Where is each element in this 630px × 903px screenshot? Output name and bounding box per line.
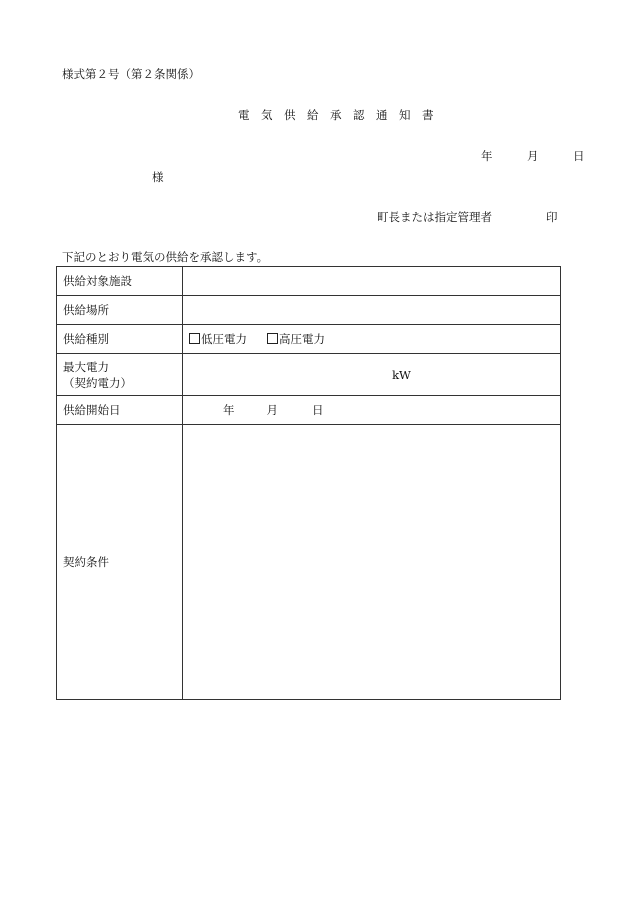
seal-mark: 印 bbox=[546, 210, 558, 224]
facility-label: 供給対象施設 bbox=[57, 267, 183, 296]
unit-label: kW bbox=[392, 367, 411, 382]
form-number: 様式第２号（第２条関係） bbox=[62, 67, 200, 81]
table-row bbox=[57, 325, 561, 354]
table-row bbox=[57, 296, 561, 325]
checkbox-icon[interactable] bbox=[189, 333, 200, 344]
date-month-label: 月 bbox=[527, 149, 539, 163]
title-char: 知 bbox=[399, 108, 411, 122]
title-char: 承 bbox=[330, 108, 342, 122]
max-power-field[interactable] bbox=[183, 354, 561, 396]
start-year-label: 年 bbox=[223, 403, 235, 417]
start-month-label: 月 bbox=[266, 403, 278, 417]
facility-field[interactable] bbox=[183, 267, 561, 296]
table-row bbox=[57, 396, 561, 425]
date-year-label: 年 bbox=[481, 149, 493, 163]
max-power-label bbox=[57, 354, 183, 396]
conditions-field[interactable] bbox=[183, 425, 561, 700]
low-voltage-option[interactable] bbox=[189, 331, 247, 347]
title-char: 供 bbox=[284, 108, 296, 122]
approval-table bbox=[56, 266, 561, 700]
title-char: 給 bbox=[307, 108, 319, 122]
supply-type-field bbox=[183, 325, 561, 354]
table-row bbox=[57, 354, 561, 396]
checkbox-icon[interactable] bbox=[267, 333, 278, 344]
option-label: 高圧電力 bbox=[279, 332, 325, 346]
title-char: 通 bbox=[376, 108, 388, 122]
date-day-label: 日 bbox=[573, 149, 585, 163]
location-field[interactable] bbox=[183, 296, 561, 325]
option-label: 低圧電力 bbox=[201, 332, 247, 346]
table-row bbox=[57, 267, 561, 296]
title-char: 電 bbox=[238, 108, 250, 122]
document-title bbox=[238, 107, 445, 123]
max-power-subtitle: （契約電力） bbox=[63, 375, 132, 390]
intro-text: 下記のとおり電気の供給を承認します。 bbox=[62, 250, 269, 264]
start-date-field[interactable] bbox=[183, 396, 561, 425]
max-power-title: 最大電力 bbox=[63, 359, 109, 374]
table-row bbox=[57, 425, 561, 700]
issuer-label: 町長または指定管理者 bbox=[377, 210, 492, 224]
title-char: 書 bbox=[422, 108, 434, 122]
high-voltage-option[interactable] bbox=[267, 331, 325, 347]
start-day-label: 日 bbox=[312, 403, 324, 417]
supply-type-label: 供給種別 bbox=[57, 325, 183, 354]
conditions-label: 契約条件 bbox=[57, 425, 183, 700]
title-char: 気 bbox=[261, 108, 273, 122]
start-date-label: 供給開始日 bbox=[57, 396, 183, 425]
title-char: 認 bbox=[353, 108, 365, 122]
addressee-honorific: 様 bbox=[152, 170, 164, 184]
location-label: 供給場所 bbox=[57, 296, 183, 325]
